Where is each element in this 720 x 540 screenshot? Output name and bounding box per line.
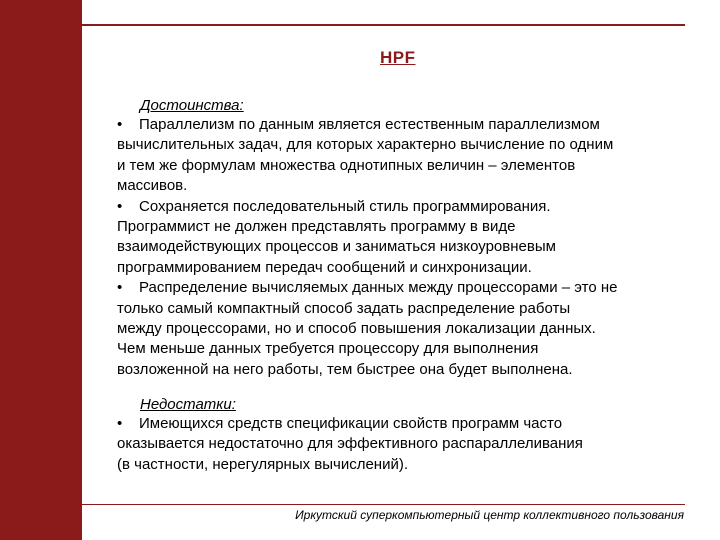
bullet-icon: •: [117, 279, 123, 297]
list-item-text: возложенной на него работы, тем быстрее она будет выполнена.: [117, 360, 573, 378]
advantages-list: [117, 115, 687, 380]
disadvantages-list: [117, 414, 687, 475]
slide-title: HPF: [380, 48, 416, 67]
bullet-icon: •: [117, 197, 123, 215]
list-item-text: Параллелизм по данным является естественным параллелизмом: [139, 116, 600, 133]
list-item-text: массивов.: [117, 177, 188, 195]
list-item-text: Распределение вычисляемых данных между процессорами – это не: [139, 279, 618, 297]
side-bar-decoration: [0, 0, 82, 540]
list-item-text: взаимодействующих процессов и заниматься низкоуровневым: [117, 238, 556, 256]
advantages-heading: Достоинства:: [140, 97, 244, 114]
list-item: [117, 278, 687, 298]
list-item-text: оказывается недостаточно для эффективного распараллеливания: [117, 435, 583, 453]
footer-text: Иркутский суперкомпьютерный центр коллективного пользования: [295, 508, 684, 522]
bullet-icon: •: [117, 415, 123, 432]
list-item: [117, 197, 687, 217]
bottom-divider: [82, 504, 685, 505]
list-item-text: между процессорами, но и способ повышения локализации данных.: [117, 319, 596, 337]
list-item-text: программированием передач сообщений и синхронизации.: [117, 258, 532, 276]
list-item-text: и тем же формулам множества однотипных величин – элементов: [117, 156, 576, 174]
disadvantages-heading: Недостатки:: [140, 396, 236, 413]
list-item-text: Имеющихся средств спецификации свойств программ часто: [139, 415, 563, 432]
list-item-text: Программист не должен представлять программу в виде: [117, 217, 516, 235]
list-item-text: вычислительных задач, для которых характерно вычисление по одним: [117, 136, 614, 154]
top-divider: [82, 24, 685, 26]
list-item: [117, 414, 687, 434]
list-item: [117, 115, 687, 135]
list-item-text: только самый компактный способ задать распределение работы: [117, 299, 571, 317]
bullet-icon: •: [117, 116, 123, 133]
list-item-text: Сохраняется последовательный стиль программирования.: [139, 197, 551, 215]
list-item-text: (в частности, нерегулярных вычислений).: [117, 455, 409, 473]
list-item-text: Чем меньше данных требуется процессору для выполнения: [117, 340, 539, 358]
